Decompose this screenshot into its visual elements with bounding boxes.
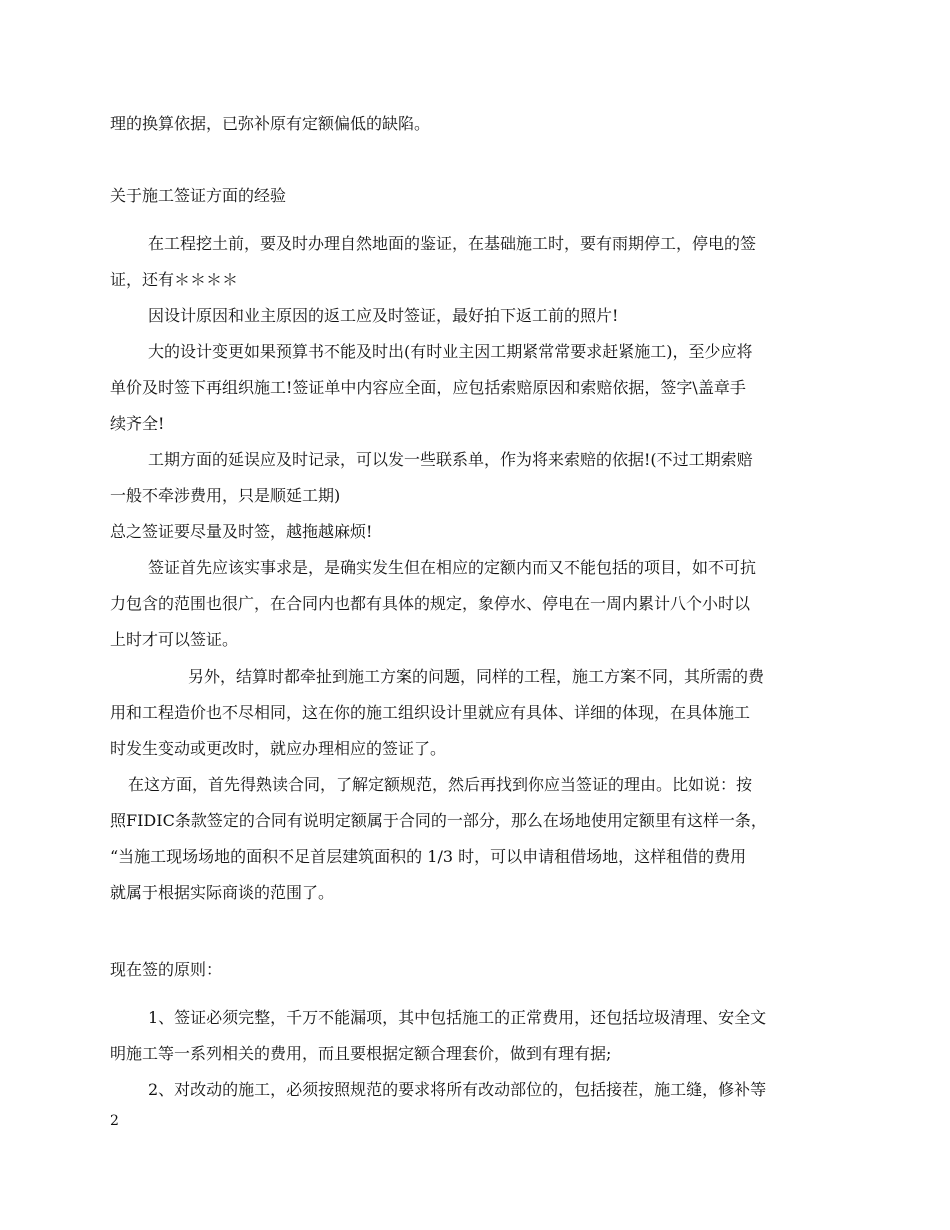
paragraph-line: 签证首先应该实事求是，是确实发生但在相应的定额内而又不能包括的项目，如不可抗 (148, 558, 757, 577)
paragraph-line: 工期方面的延误应及时记录，可以发一些联系单，作为将来索赔的依据!(不过工期索赔 (148, 450, 753, 469)
paragraph-line: 一般不牵涉费用，只是顺延工期) (110, 486, 341, 505)
paragraph-line: 时发生变动或更改时，就应办理相应的签证了。 (110, 739, 447, 758)
paragraph-line: 2、对改动的施工，必须按照规范的要求将所有改动部位的，包括接茬，施工缝，修补等 (148, 1080, 767, 1099)
paragraph-line: 因设计原因和业主原因的返工应及时签证，最好拍下返工前的照片! (148, 306, 619, 325)
paragraph-line: 上时才可以签证。 (110, 630, 239, 649)
paragraph-line: 在这方面，首先得熟读合同，了解定额规范，然后再找到你应当签证的理由。比如说：按 (128, 775, 753, 794)
section-heading: 关于施工签证方面的经验 (110, 186, 287, 205)
paragraph-line: 在工程挖土前，要及时办理自然地面的鉴证，在基础施工时，要有雨期停工，停电的签 (148, 234, 757, 253)
paragraph-line: 证，还有＊＊＊＊ (110, 270, 239, 289)
paragraph-line: “当施工现场场地的面积不足首层建筑面积的 1/3 时，可以申请租借场地，这样租借的费用 (110, 847, 747, 866)
paragraph-line: 理的换算依据，已弥补原有定额偏低的缺陷。 (110, 114, 431, 133)
paragraph-line: 1、签证必须完整，千万不能漏项，其中包括施工的正常费用，还包括垃圾清理、安全文 (148, 1008, 767, 1027)
paragraph-line: 大的设计变更如果预算书不能及时出(有时业主因工期紧常常要求赶紧施工)，至少应将 (148, 342, 753, 361)
paragraph-line: 明施工等一系列相关的费用，而且要根据定额合理套价，做到有理有据; (110, 1044, 612, 1063)
paragraph-line: 就属于根据实际商谈的范围了。 (110, 883, 335, 902)
paragraph-line: 力包含的范围也很广，在合同内也都有具体的规定，象停水、停电在一周内累计八个小时以 (110, 594, 751, 613)
paragraph-line: 续齐全! (110, 414, 165, 433)
paragraph-line: 用和工程造价也不尽相同，这在你的施工组织设计里就应有具体、详细的体现，在具体施工 (110, 703, 751, 722)
paragraph-line: 照FIDIC条款签定的合同有说明定额属于合同的一部分，那么在场地使用定额里有这样一条， (110, 811, 767, 830)
paragraph-line: 单价及时签下再组织施工!签证单中内容应全面，应包括索赔原因和索赔依据，签字\盖章手 (110, 378, 746, 397)
paragraph-line: 总之签证要尽量及时签，越拖越麻烦! (110, 522, 373, 541)
paragraph-line: 另外，结算时都牵扯到施工方案的问题，同样的工程，施工方案不同，其所需的费 (188, 667, 765, 686)
section-heading: 现在签的原则： (110, 960, 223, 979)
page-number: 2 (110, 1113, 119, 1129)
